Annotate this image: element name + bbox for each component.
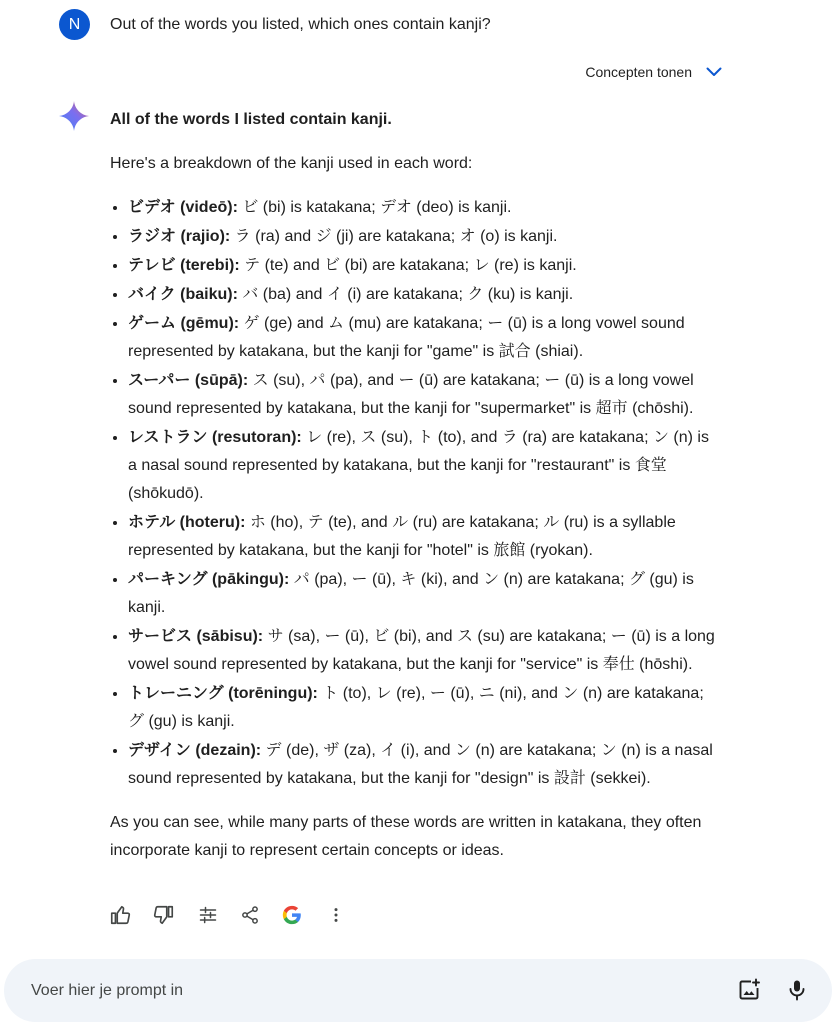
breakdown-term: スーパー (sūpā): [128,372,249,389]
breakdown-text: ト (to), レ (re), ー (ū), ニ (ni), and ン (n) are katakana; グ (gu) is kanji. [128,685,704,730]
thumbs-down-button[interactable] [152,903,176,927]
thumbs-up-icon [109,904,131,926]
breakdown-item [128,566,722,622]
breakdown-text: サ (sa), ー (ū), ビ (bi), and ス (su) are katakana; ー (ū) is a long vowel sound represented by katakana, but the kanji for "service" is 奉仕 (hōshi). [128,628,715,673]
breakdown-term: テレビ (terebi): [128,257,240,274]
thumbs-up-button[interactable] [108,903,132,927]
breakdown-text: ホ (ho), テ (te), and ル (ru) are katakana; ル (ru) is a syllable represented by katakana, but the kanji for "hotel" is 旅館 (ryokan). [128,514,676,559]
chevron-down-icon [706,67,722,77]
breakdown-item [128,281,722,309]
prompt-input[interactable] [29,981,713,1001]
microphone-button[interactable] [785,978,809,1002]
share-icon [240,905,260,925]
google-check-icon [281,904,303,926]
breakdown-item [128,680,722,736]
response-actions [108,903,368,927]
response-intro: Here's a breakdown of the kanji used in each word: [110,155,473,172]
breakdown-text: パ (pa), ー (ū), キ (ki), and ン (n) are katakana; グ (gu) is kanji. [128,571,694,616]
modify-response-icon [198,905,218,925]
breakdown-term: サービス (sābisu): [128,628,264,645]
add-image-button[interactable] [737,978,761,1002]
breakdown-item [128,194,722,222]
breakdown-term: ラジオ (rajio): [128,228,231,245]
show-drafts-button[interactable] [585,64,722,80]
more-options-button[interactable] [324,903,348,927]
add-image-icon [737,978,761,1002]
breakdown-item [128,424,722,508]
breakdown-item [128,509,722,565]
breakdown-text: ス (su), パ (pa), and ー (ū) are katakana; ー (ū) is a long vowel sound represented by katakana, but the kanji for "supermarket" is 超市 (chōshi). [128,372,694,417]
breakdown-list [110,194,722,793]
show-drafts-label: Concepten tonen [585,64,692,80]
breakdown-item [128,223,722,251]
more-options-icon [326,905,346,925]
gemini-sparkle-icon [58,100,90,132]
breakdown-text: ビ (bi) is katakana; デオ (deo) is kanji. [237,199,512,216]
breakdown-term: パーキング (pākingu): [128,571,290,588]
breakdown-item [128,737,722,793]
breakdown-item [128,367,722,423]
breakdown-term: レストラン (resutoran): [128,429,302,446]
share-button[interactable] [238,903,262,927]
breakdown-term: トレーニング (torēningu): [128,685,318,702]
breakdown-item [128,252,722,280]
breakdown-text: ゲ (ge) and ム (mu) are katakana; ー (ū) is a long vowel sound represented by katakana, but the kanji for "game" is 試合 (shiai). [128,315,685,360]
breakdown-text: バ (ba) and イ (i) are katakana; ク (ku) is kanji. [237,286,574,303]
user-avatar[interactable]: N [59,9,90,40]
breakdown-term: ビデオ (videō): [128,199,238,216]
user-message [59,9,491,40]
breakdown-term: デザイン (dezain): [128,742,262,759]
breakdown-item [128,310,722,366]
user-prompt-text: Out of the words you listed, which ones contain kanji? [110,15,491,33]
breakdown-text: テ (te) and ビ (bi) are katakana; レ (re) is kanji. [239,257,577,274]
breakdown-text: ラ (ra) and ジ (ji) are katakana; オ (o) is kanji. [230,228,558,245]
prompt-input-bar [4,959,832,1022]
modify-response-button[interactable] [196,903,220,927]
breakdown-text: デ (de), ザ (za), イ (i), and ン (n) are katakana; ン (n) is a nasal sound represented by katakana, but the kanji for "design" is 設計 (sekkei). [128,742,713,787]
breakdown-term: バイク (baiku): [128,286,238,303]
model-response [110,106,722,865]
breakdown-item [128,623,722,679]
double-check-button[interactable] [280,903,304,927]
breakdown-term: ホテル (hoteru): [128,514,246,531]
thumbs-down-icon [153,904,175,926]
breakdown-text: レ (re), ス (su), ト (to), and ラ (ra) are katakana; ン (n) is a nasal sound represented by katakana, but the kanji for "restaurant" is 食堂 (shōkudō). [128,429,709,502]
response-conclusion: As you can see, while many parts of these words are written in katakana, they often incorporate kanji to represent certain concepts or ideas. [110,814,702,859]
response-lead: All of the words I listed contain kanji. [110,111,392,128]
breakdown-term: ゲーム (gēmu): [128,315,240,332]
microphone-icon [785,978,809,1002]
